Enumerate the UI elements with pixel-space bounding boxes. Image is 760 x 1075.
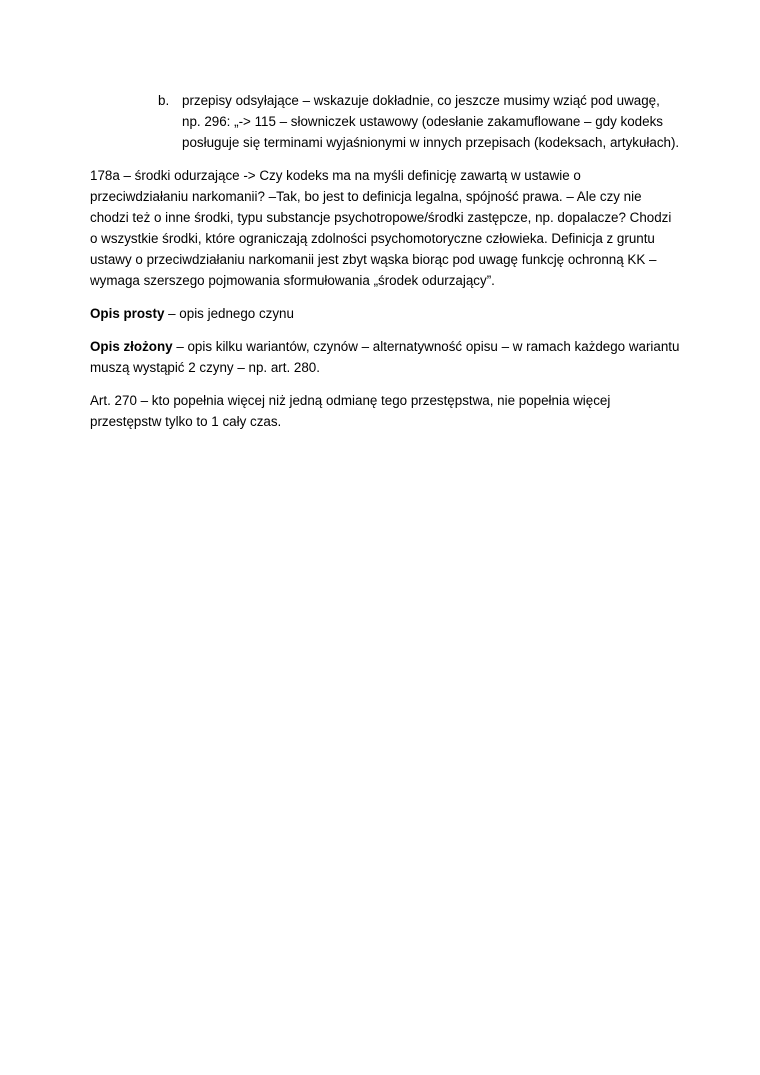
list-item-text: przepisy odsyłające – wskazuje dokładnie, co jeszcze musimy wziąć pod uwagę, np. 296: „-> 115 – słowniczek ustawowy (odesłanie zakamuflowane – gdy kodeks posługuje się terminami wyjaśnionymi w innych przepisach (kodeksach, artykułach). — [182, 93, 680, 150]
definition-opis-zlozony: – opis kilku wariantów, czynów – alternatywność opisu – w ramach każdego wariantu muszą wystąpić 2 czyny – np. art. 280. — [90, 339, 680, 375]
paragraph-opis-prosty — [90, 303, 680, 324]
definition-opis-prosty: – opis jednego czynu — [164, 306, 294, 321]
paragraph-art-270: Art. 270 – kto popełnia więcej niż jedną odmianę tego przestępstwa, nie popełnia więcej przestępstw tylko to 1 cały czas. — [90, 393, 611, 429]
term-opis-zlozony: Opis złożony — [90, 339, 173, 354]
paragraph-opis-zlozony — [90, 336, 680, 378]
term-opis-prosty: Opis prosty — [90, 306, 165, 321]
paragraph-178a: 178a – środki odurzające -> Czy kodeks ma na myśli definicję zawartą w ustawie o przeciwdziałaniu narkomanii? –Tak, bo jest to definicja legalna, spójność prawa. – Ale czy nie chodzi też o inne środki, typu substancje psychotropowe/środki zastępcze, np. dopalacze? Chodzi o wszystkie środki, które ograniczają zdolności psychomotoryczne człowieka. Definicja z gruntu ustawy o przeciwdziałaniu narkomanii jest zbyt wąska biorąc pod uwagę funkcję ochronną KK – wymaga szerszego pojmowania sformułowania „środek odurzający”. — [90, 168, 672, 288]
list-item-b — [90, 90, 680, 153]
document-body — [90, 90, 680, 444]
list-marker: b. — [158, 93, 170, 108]
